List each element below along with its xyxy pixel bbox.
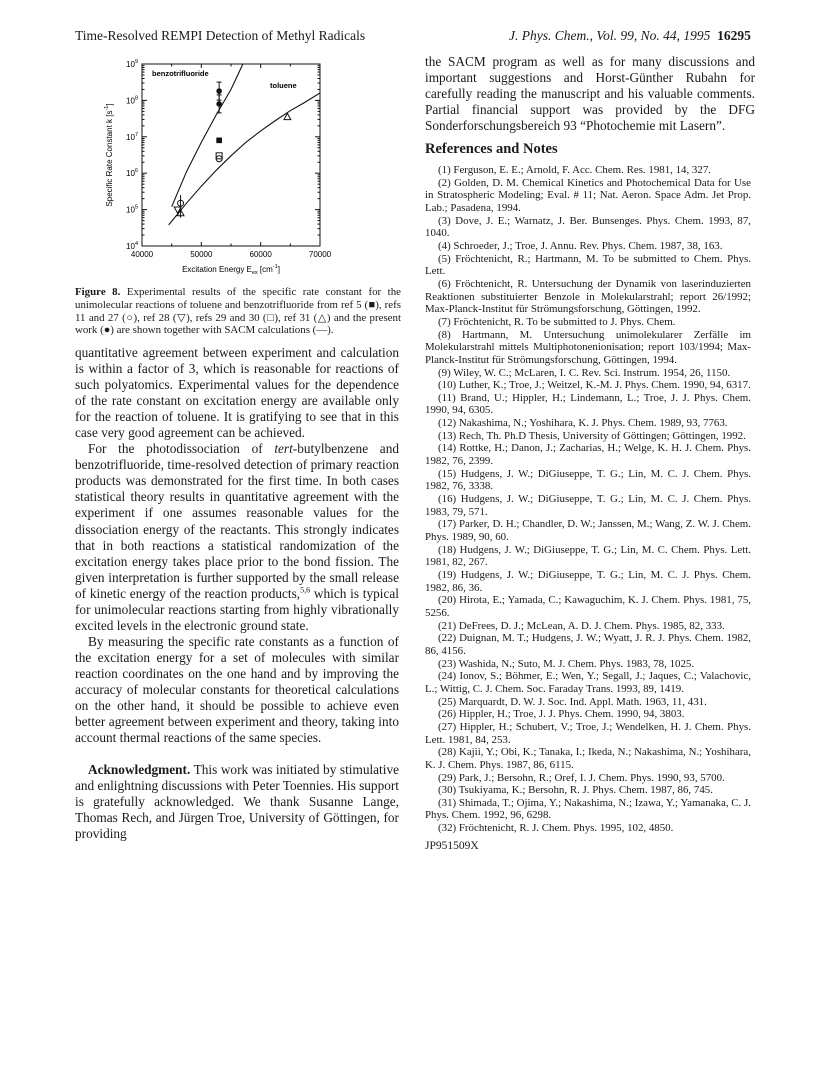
y-tick-exponent: 6 — [134, 168, 138, 175]
reference-item: (31) Shimada, T.; Ojima, Y.; Nakashima, N.; Izawa, Y.; Yamanaka, C. J. Phys. Chem. 1992, 96, 6298. — [425, 796, 751, 822]
reference-item: (29) Park, J.; Bersohn, R.; Oref, I. J. Chem. Phys. 1990, 93, 5700. — [438, 771, 725, 784]
reference-item: (4) Schroeder, J.; Troe, J. Annu. Rev. Phys. Chem. 1987, 38, 163. — [438, 239, 723, 252]
y-tick-label — [126, 205, 138, 215]
paragraph-photodissociation — [75, 441, 399, 634]
figure-label: Figure 8. — [75, 286, 121, 298]
y-axis-label — [104, 103, 114, 206]
reference-item: (24) Ionov, S.; Böhmer, E.; Wen, Y.; Segall, J.; Jaques, C.; Valachovic, L.; Wittig, C. J. Chem. Soc. Faraday Trans. 1993, 89, 1419. — [425, 670, 751, 695]
reference-item: (27) Hippler, H.; Schubert, V.; Troe, J.; Wendelken, H. J. Chem. Phys. Lett. 1981, 84, 253. — [425, 720, 751, 746]
y-axis-label-part: ] — [105, 103, 114, 106]
manuscript-code: JP951509X — [425, 840, 479, 852]
reference-item: (14) Rottke, H.; Danon, J.; Zacharias, H.; Welge, K. H. J. Chem. Phys. 1982, 76, 2399. — [425, 442, 751, 468]
y-axis-label-part: Specific Rate Constant k [s — [105, 110, 114, 207]
paragraph-results: quantitative agreement between experiment and calculation is within a factor of 3, which is reasonable for reactions of such polyatomics. Experimental values for the dependence of the rate constant on excitation energy are available only for the reaction of toluene. It is gratifying to see that in this case very good agreement can be achieved. — [75, 345, 399, 441]
reference-item: (21) DeFrees, D. J.; McLean, A. D. J. Chem. Phys. 1985, 82, 333. — [438, 619, 725, 632]
y-axis-label-part: -1 — [104, 105, 110, 111]
x-axis-label-part: Excitation Energy E — [182, 265, 252, 274]
x-tick-label: 40000 — [130, 250, 154, 259]
y-tick-base: 10 — [126, 169, 135, 179]
y-tick-base: 10 — [126, 132, 135, 142]
sacm-curve-toluene — [169, 93, 320, 225]
journal-citation: J. Phys. Chem., Vol. 99, No. 44, 1995 — [509, 28, 711, 43]
y-tick-label — [126, 59, 138, 69]
y-tick-label — [126, 168, 138, 178]
x-axis-label — [182, 264, 280, 276]
reference-item: (20) Hirota, E.; Yamada, C.; Kawaguchim, K. J. Chem. Phys. 1981, 75, 5256. — [425, 594, 751, 619]
acknowledgment — [75, 762, 399, 842]
data-point-filled-circle — [216, 88, 222, 94]
x-axis-label-part: ] — [277, 265, 280, 274]
x-axis-label-part: -1 — [272, 264, 278, 270]
reference-item: (18) Hudgens, J. W.; DiGiuseppe, T. G.; Lin, M. C. Chem. Phys. Lett. 1981, 82, 267. — [425, 543, 751, 569]
reference-item: (19) Hudgens, J. W.; DiGiuseppe, T. G.; Lin, M. C. J. Phys. Chem. 1982, 86, 36. — [425, 569, 751, 594]
reference-item: (22) Duignan, M. T.; Hudgens, J. W.; Wyatt, J. R. J. Phys. Chem. 1982, 86, 4156. — [425, 632, 751, 657]
reference-item: (28) Kajii, Y.; Obi, K.; Tanaka, I.; Ikeda, N.; Nakashima, N.; Yoshihara, K. J. Chem. Phys. 1987, 86, 6115. — [425, 746, 751, 771]
plot-frame — [142, 64, 320, 246]
reference-item: (11) Brand, U.; Hippler, H.; Lindemann, L.; Troe, J. J. Phys. Chem. 1990, 94, 6305. — [425, 391, 751, 417]
reference-item: (1) Ferguson, E. E.; Arnold, F. Acc. Chem. Res. 1981, 14, 327. — [438, 164, 711, 176]
y-tick-label — [126, 95, 138, 105]
x-tick-label: 50000 — [190, 250, 213, 259]
reference-item: (26) Hippler, H.; Troe, J. J. Phys. Chem. 1990, 94, 3803. — [438, 708, 685, 721]
x-tick-label: 70000 — [308, 250, 332, 259]
data-point-filled-square — [216, 138, 222, 144]
y-tick-exponent: 8 — [134, 95, 138, 102]
y-tick-base: 10 — [126, 96, 135, 106]
reference-item: (6) Fröchtenicht, R. Untersuchung der Dynamik von laserinduzierten Reaktionen substituierter Benzole in Molekularstrahl; report 26/1992; Max-Planck-Institut für Strömungsforschung, Göttingen, 1992. — [425, 277, 751, 316]
reference-item: (2) Golden, D. M. Chemical Kinetics and Photochemical Data for Use in Stratospheric Modeling; Eval. # 11; Nat. Aeron. Space Adm. Jet Prop. Lab.; Pasadena, 1994. — [425, 176, 751, 214]
paragraph-outlook: By measuring the specific rate constants as a function of the excitation energy for a set of molecules with similar reaction coordinates on the one hand and by improving the accuracy of molecular constants for theoretical calculations on the other hand, it should be possible to achieve even better agreement between experiment and theory, taking into account thermal reactions of the same species. — [75, 633, 399, 746]
y-tick-base: 10 — [126, 205, 135, 215]
y-tick-exponent: 9 — [134, 59, 138, 65]
data-point-filled-circle — [216, 101, 222, 107]
figure-caption-text: Experimental results of the specific rate constant for the unimolecular reactions of toluene and benzotrifluoride from ref 5 (■), refs 11 and 27 (○), ref 28 (▽), refs 29 and 30 (□), ref 31 (△) and the present work (●) are shown together with SACM calculations (—). — [75, 286, 401, 337]
reference-item: (9) Wiley, W. C.; McLaren, I. C. Rev. Sci. Instrum. 1954, 26, 1150. — [438, 366, 731, 379]
reference-item: (12) Nakashima, N.; Yoshihara, K. J. Phys. Chem. 1989, 93, 7763. — [438, 417, 728, 430]
series-label-benzotrifluoride: benzotrifluoride — [152, 69, 209, 78]
reference-item: (10) Luther, K.; Troe, J.; Weitzel, K.-M. J. Phys. Chem. 1990, 94, 6317. — [438, 379, 751, 392]
reference-item: (23) Washida, N.; Suto, M. J. Chem. Phys. 1983, 78, 1025. — [438, 657, 695, 670]
reference-item: (16) Hudgens, J. W.; DiGiuseppe, T. G.; Lin, M. C. J. Chem. Phys. 1983, 79, 571. — [425, 493, 751, 518]
reference-item: (8) Hartmann, M. Untersuchung unimolekularer Zerfälle im Molekularstrahl mittels Multiphotonenionisation; report 103/1994; Max-Planck-Institut für Strömungsforschung, Göttingen, 1994. — [425, 328, 751, 366]
text-run-italic: tert — [274, 441, 293, 457]
references-list — [425, 164, 751, 835]
page-number: 16295 — [717, 28, 751, 43]
running-head-journal — [509, 28, 751, 44]
x-axis-label-part: [cm — [257, 265, 273, 274]
y-tick-base: 10 — [126, 242, 135, 251]
reference-item: (17) Parker, D. H.; Chandler, D. W.; Janssen, M.; Wang, Z. W. J. Chem. Phys. 1989, 90, 60. — [425, 518, 751, 544]
acknowledgment-label: Acknowledgment. — [88, 762, 191, 778]
acknowledgment-continuation: the SACM program as well as for many discussions and important suggestions and Horst-Günther Rubahn for carefully reading the manuscript and his valuable comments. Partial financial support was provided by the DFG Sonderforschungsbereich 93 “Photochemie mit Lasern”. — [425, 54, 755, 134]
figure-caption — [75, 286, 401, 337]
y-tick-exponent: 5 — [134, 204, 138, 211]
y-tick-base: 10 — [126, 60, 135, 69]
text-run: -butylbenzene and benzotrifluoride, time-resolved detection of primary reaction products was demonstrated for the first time. In both cases statistical theory results in quantitative agreement with the experiment if one assumes reasonable values for the dissociation energy of the reactants. This strongly indicates that in both reactions a statistical randomization of the excitation energy takes place prior to the bond fission. The given interpretation is further supported by the small release of kinetic energy of the reaction products, — [75, 441, 399, 601]
figure-8-chart — [90, 56, 340, 282]
reference-item: (13) Rech, Th. Ph.D Thesis, University of Göttingen; Göttingen, 1992. — [438, 429, 746, 442]
left-column — [75, 345, 399, 842]
citation-superscript: 5,6 — [300, 585, 311, 595]
reference-item: (25) Marquardt, D. W. J. Soc. Ind. Appl. Math. 1963, 11, 431. — [438, 695, 707, 708]
right-column-continuation — [425, 54, 755, 134]
reference-item: (32) Fröchtenicht, R. J. Chem. Phys. 1995, 102, 4850. — [438, 822, 674, 835]
x-tick-label: 60000 — [249, 250, 272, 259]
sacm-curve-benzotrifluoride — [172, 64, 243, 207]
reference-item: (15) Hudgens, J. W.; DiGiuseppe, T. G.; Lin, M. C. J. Chem. Phys. 1982, 76, 3338. — [425, 467, 751, 493]
y-tick-exponent: 4 — [134, 241, 138, 247]
running-head-title: Time-Resolved REMPI Detection of Methyl Radicals — [75, 28, 366, 43]
text-run: For the photodissociation of — [88, 441, 275, 457]
reference-item: (30) Tsukiyama, K.; Bersohn, R. J. Phys. Chem. 1987, 86, 745. — [438, 784, 713, 797]
reference-item: (7) Fröchtenicht, R. To be submitted to J. Phys. Chem. — [438, 315, 676, 328]
x-axis-label-part: ex — [251, 270, 258, 276]
reference-item: (3) Dove, J. E.; Warnatz, J. Ber. Bunsenges. Phys. Chem. 1993, 87, 1040. — [425, 214, 751, 240]
y-tick-label — [126, 132, 138, 142]
text-run: which is typical for unimolecular reactions starting from highly vibrationally excited levels in the electronic ground state. — [75, 585, 399, 633]
series-label-toluene: toluene — [270, 81, 297, 90]
y-tick-exponent: 7 — [134, 131, 138, 138]
reference-item: (5) Fröchtenicht, R.; Hartmann, M. To be submitted to Chem. Phys. Lett. — [425, 252, 751, 278]
acknowledgment-text: This work was initiated by stimulative and enlightning discussions with Peter Toennies. His support is gratefully acknowledged. We thank Susanne Lange, Thomas Rech, and Jürgen Troe, University of Göttingen, for providing — [75, 762, 399, 842]
references-heading: References and Notes — [425, 141, 558, 157]
